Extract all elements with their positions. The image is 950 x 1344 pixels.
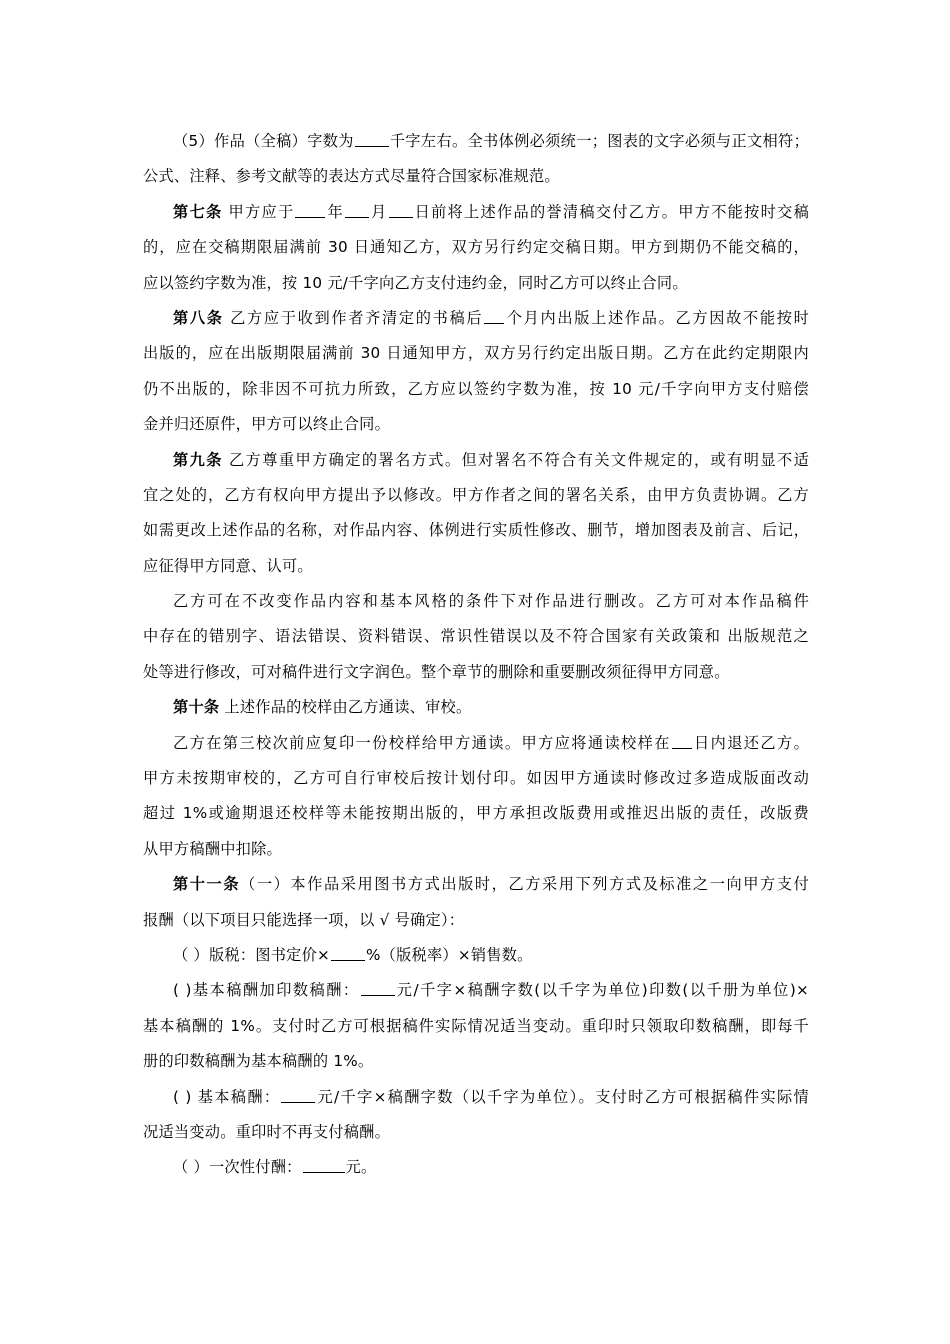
proof-paragraph-line-3 <box>143 796 809 831</box>
text: 应征得甲方同意、认可。 <box>143 556 313 575</box>
article-11-line-2 <box>143 903 809 938</box>
article-11-title: 第十一条 <box>173 875 241 894</box>
text: 如需更改上述作品的名称，对作品内容、体例进行实质性修改、删节，增加图表及前言、后记， <box>143 521 809 540</box>
text: （一）本作品采用图书方式出版时，乙方采用下列方式及标准之一向甲方支付 <box>240 875 809 894</box>
text: 况适当变动。重印时不再支付稿酬。 <box>143 1122 390 1141</box>
article-11-line-1 <box>143 867 809 902</box>
blank-year <box>295 199 325 218</box>
blank-day <box>389 199 413 218</box>
blank-word-count <box>355 128 389 147</box>
article-8-title: 第八条 <box>173 308 224 327</box>
text: 从甲方稿酬中扣除。 <box>143 839 282 858</box>
text: 日内退还乙方。 <box>692 733 809 752</box>
text: 上述作品的校样由乙方通读、审校。 <box>219 698 472 717</box>
article-7-line-3 <box>143 266 809 301</box>
article-9-line-2 <box>143 478 809 513</box>
option-lump-sum-line <box>143 1150 809 1185</box>
text: （ ）一次性付酬： <box>173 1158 302 1177</box>
text: 中存在的错别字、语法错误、资料错误、常识性错误以及不符合国家有关政策和 出版规范之 <box>143 627 809 646</box>
article-7-title: 第七条 <box>173 202 223 221</box>
text: 处等进行修改，可对稿件进行文字润色。整个章节的删除和重要删改须征得甲方同意。 <box>143 662 730 681</box>
option-base-plus-print-line-1 <box>143 973 809 1008</box>
proof-paragraph-line-2 <box>143 761 809 796</box>
article-8-line-1 <box>143 301 809 336</box>
text: 的，应在交稿期限届满前 30 日通知乙方，双方另行约定交稿日期。甲方到期仍不能交稿的， <box>143 238 809 257</box>
text: 应以签约字数为准，按 10 元/千字向乙方支付违约金，同时乙方可以终止合同。 <box>143 273 688 292</box>
text: ( )基本稿酬加印数稿酬： <box>173 981 360 1000</box>
article-10-title: 第十条 <box>173 698 220 717</box>
proof-paragraph-line-4 <box>143 832 809 867</box>
article-10-line-1 <box>143 690 809 725</box>
article-8-line-2 <box>143 336 809 371</box>
blank-lump-sum <box>303 1154 345 1173</box>
article-9-title: 第九条 <box>173 450 223 469</box>
text: 宜之处的，乙方有权向甲方提出予以修改。甲方作者之间的署名关系，由甲方负责协调。乙方 <box>143 485 809 504</box>
text: （ ）版税：图书定价× <box>173 945 330 964</box>
text: 元。 <box>345 1158 377 1177</box>
text: 月 <box>370 202 388 221</box>
text: 元/千字×稿酬字数(以千字为单位)印数(以千册为单位)× <box>395 981 809 1000</box>
blank-months <box>484 305 504 324</box>
text: 年 <box>326 202 345 221</box>
proof-paragraph-line-1 <box>143 726 809 761</box>
text: 基本稿酬的 1%。支付时乙方可根据稿件实际情况适当变动。重印时只领取印数稿酬，即每千 <box>143 1016 809 1035</box>
article-7-line-2 <box>143 230 809 265</box>
text: 乙方可在不改变作品内容和基本风格的条件下对作品进行删改。乙方可对本作品稿件 <box>173 592 809 611</box>
option-base-plus-print-line-2 <box>143 1009 809 1044</box>
edit-paragraph-line-3 <box>143 655 809 690</box>
text: 报酬（以下项目只能选择一项，以 √ 号确定）： <box>143 910 465 929</box>
article-9-line-3 <box>143 513 809 548</box>
text: （5）作品（全稿）字数为 <box>173 132 354 150</box>
paragraph-5-line-1 <box>143 124 809 159</box>
text: 公式、注释、参考文献等的表达方式尽量符合国家标准规范。 <box>143 167 560 186</box>
article-8-line-3 <box>143 372 809 407</box>
text: 金并归还原件，甲方可以终止合同。 <box>143 415 390 434</box>
option-base-plus-print-line-3 <box>143 1044 809 1079</box>
text: 元/千字×稿酬字数（以千字为单位）。支付时乙方可根据稿件实际情 <box>316 1087 809 1106</box>
option-base-fee-line-2 <box>143 1115 809 1150</box>
text: 乙方应于收到作者齐清定的书稿后 <box>223 308 484 327</box>
text: ( ) 基本稿酬： <box>173 1087 281 1106</box>
text: 仍不出版的，除非因不可抗力所致，乙方应以签约字数为准，按 10 元/千字向甲方支付赔偿 <box>143 379 809 398</box>
article-9-line-1 <box>143 443 809 478</box>
text: 乙方在第三校次前应复印一份校样给甲方通读。甲方应将通读校样在 <box>173 733 671 752</box>
blank-base-fee-only <box>281 1084 315 1103</box>
text: %（版税率）×销售数。 <box>366 945 533 964</box>
blank-royalty-rate <box>331 942 365 961</box>
text: 日前将上述作品的誉清稿交付乙方。甲方不能按时交稿 <box>413 202 809 221</box>
article-8-line-4 <box>143 407 809 442</box>
edit-paragraph-line-1 <box>143 584 809 619</box>
edit-paragraph-line-2 <box>143 619 809 654</box>
blank-base-fee <box>361 977 395 996</box>
article-7-line-1 <box>143 195 809 230</box>
text: 出版的，应在出版期限届满前 30 日通知甲方，双方另行约定出版日期。乙方在此约定期限内 <box>143 344 809 363</box>
text: 个月内出版上述作品。乙方因故不能按时 <box>505 308 809 327</box>
text: 甲方应于 <box>222 202 295 221</box>
text: 千字左右。全书体例必须统一；图表的文字必须与正文相符； <box>389 132 809 150</box>
paragraph-5-line-2 <box>143 159 809 194</box>
text: 册的印数稿酬为基本稿酬的 1%。 <box>143 1052 374 1071</box>
blank-month <box>345 199 369 218</box>
article-9-line-4 <box>143 549 809 584</box>
option-base-fee-line-1 <box>143 1080 809 1115</box>
text: 甲方未按期审校的，乙方可自行审校后按计划付印。如因甲方通读时修改过多造成版面改动 <box>143 769 809 788</box>
contract-body <box>143 124 809 1186</box>
blank-days <box>672 730 692 749</box>
option-royalty-line <box>143 938 809 973</box>
text: 超过 1%或逾期退还校样等未能按期出版的，甲方承担改版费用或推迟出版的责任，改版费 <box>143 804 809 823</box>
text: 乙方尊重甲方确定的署名方式。但对署名不符合有关文件规定的，或有明显不适 <box>222 450 809 469</box>
